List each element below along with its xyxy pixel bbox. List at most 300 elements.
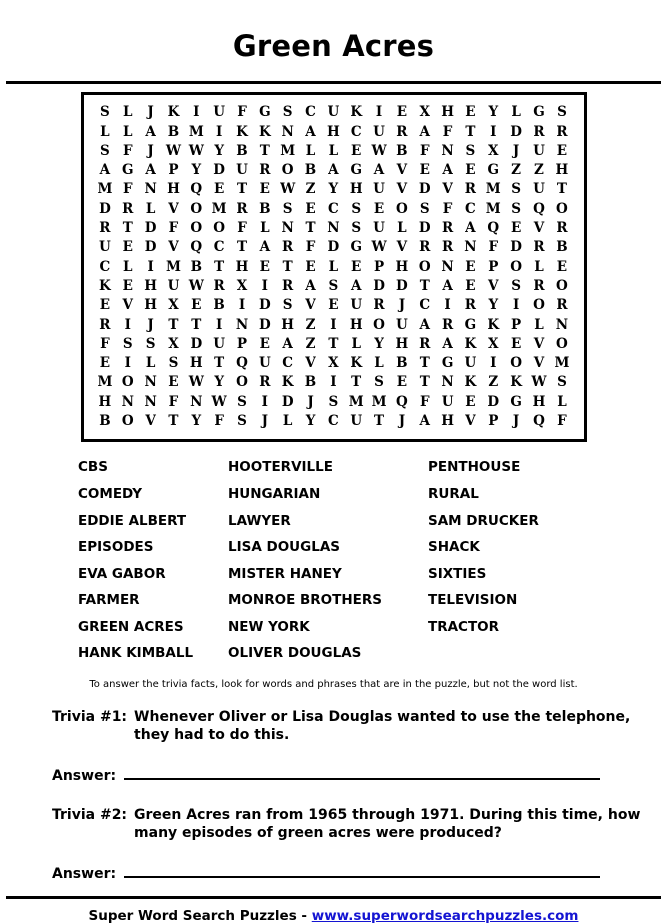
grid-cell[interactable]: F [488,239,499,256]
grid-cell[interactable]: A [305,123,316,140]
grid-cell[interactable]: E [122,239,133,256]
grid-cell[interactable]: L [305,142,316,159]
grid-cell[interactable]: M [348,393,364,410]
grid-cell[interactable]: W [211,393,227,410]
grid-cell[interactable]: H [395,258,409,275]
grid-cell[interactable]: V [122,297,133,314]
grid-cell[interactable]: J [261,413,269,430]
grid-cell[interactable]: T [236,181,247,198]
grid-cell[interactable]: O [510,258,522,275]
grid-cell[interactable]: E [328,297,339,314]
grid-cell[interactable]: F [237,104,247,121]
grid-cell[interactable]: S [328,277,339,294]
grid-cell[interactable]: N [121,393,134,410]
grid-cell[interactable]: R [533,239,545,256]
grid-cell[interactable]: S [282,297,293,314]
grid-cell[interactable]: B [167,123,180,140]
word-list-item[interactable]: OLIVER DOUGLAS [228,645,362,662]
grid-cell[interactable]: I [124,316,131,333]
grid-cell[interactable]: E [99,297,111,314]
grid-cell[interactable]: C [213,239,225,256]
grid-cell[interactable]: O [121,374,134,391]
grid-cell[interactable]: S [511,277,521,294]
grid-cell[interactable]: L [260,220,270,237]
grid-cell[interactable]: E [510,335,522,352]
grid-cell[interactable]: L [534,316,544,333]
grid-cell[interactable]: D [327,239,340,256]
grid-cell[interactable]: R [99,316,111,333]
grid-cell[interactable]: K [350,104,363,121]
grid-cell[interactable]: X [236,277,248,294]
grid-cell[interactable]: D [144,220,157,237]
grid-cell[interactable]: I [215,123,223,140]
grid-cell[interactable]: H [441,413,454,430]
grid-cell[interactable]: K [487,316,500,333]
grid-cell[interactable]: A [442,277,453,294]
grid-cell[interactable]: V [305,355,316,372]
grid-cell[interactable]: M [165,258,181,275]
grid-cell[interactable]: E [99,355,111,372]
grid-cell[interactable]: O [533,297,545,314]
grid-cell[interactable]: Y [305,413,316,430]
grid-cell[interactable]: J [147,142,154,159]
grid-cell[interactable]: C [465,200,476,217]
grid-cell[interactable]: R [396,123,408,140]
grid-cell[interactable]: I [490,355,497,372]
grid-cell[interactable]: O [556,277,568,294]
grid-cell[interactable]: U [464,355,477,372]
grid-cell[interactable]: N [441,142,454,159]
grid-cell[interactable]: H [281,316,295,333]
grid-cell[interactable]: J [147,104,154,121]
grid-cell[interactable]: L [123,104,133,121]
grid-cell[interactable]: V [533,335,545,352]
grid-cell[interactable]: E [465,162,476,179]
grid-cell[interactable]: L [397,220,407,237]
grid-cell[interactable]: D [510,123,522,140]
grid-cell[interactable]: J [398,413,406,430]
grid-cell[interactable]: B [304,374,317,391]
grid-cell[interactable]: N [327,220,340,237]
word-list-item[interactable]: LISA DOUGLAS [228,539,340,556]
grid-cell[interactable]: I [261,277,268,294]
grid-cell[interactable]: A [350,277,362,294]
grid-cell[interactable]: C [419,297,431,314]
grid-cell[interactable]: D [510,239,522,256]
grid-cell[interactable]: P [488,413,499,430]
word-list-item[interactable]: SIXTIES [428,565,487,582]
grid-cell[interactable]: A [305,277,316,294]
grid-cell[interactable]: O [373,316,385,333]
grid-cell[interactable]: E [213,181,225,198]
grid-cell[interactable]: E [122,277,133,294]
grid-cell[interactable]: R [236,200,248,217]
grid-cell[interactable]: A [419,316,430,333]
grid-cell[interactable]: G [350,239,362,256]
grid-cell[interactable]: S [237,393,247,410]
grid-cell[interactable]: C [327,200,339,217]
grid-cell[interactable]: H [532,393,546,410]
grid-cell[interactable]: G [259,104,271,121]
grid-cell[interactable]: H [441,104,454,121]
grid-cell[interactable]: T [374,413,385,430]
grid-cell[interactable]: G [350,162,362,179]
grid-cell[interactable]: F [168,220,179,237]
grid-cell[interactable]: U [533,181,545,198]
grid-cell[interactable]: Y [488,297,499,314]
grid-cell[interactable]: S [557,104,567,121]
grid-cell[interactable]: H [189,355,203,372]
grid-cell[interactable]: U [373,220,385,237]
grid-cell[interactable]: A [373,162,385,179]
grid-cell[interactable]: Y [488,104,499,121]
grid-cell[interactable]: F [100,335,110,352]
grid-cell[interactable]: T [419,355,430,372]
word-list-item[interactable]: HUNGARIAN [228,485,321,502]
grid-cell[interactable]: L [100,123,110,140]
grid-cell[interactable]: R [441,316,454,333]
grid-cell[interactable]: W [188,374,204,391]
grid-cell[interactable]: I [330,316,337,333]
grid-cell[interactable]: S [328,393,339,410]
grid-cell[interactable]: U [350,413,363,430]
grid-cell[interactable]: S [282,200,293,217]
grid-cell[interactable]: L [145,200,156,217]
word-list-item[interactable]: EDDIE ALBERT [78,512,187,529]
grid-cell[interactable]: E [373,200,385,217]
grid-cell[interactable]: U [213,104,226,121]
grid-cell[interactable]: M [485,181,501,198]
word-list-item[interactable]: EVA GABOR [78,565,166,582]
grid-cell[interactable]: D [258,316,271,333]
grid-cell[interactable]: D [99,200,111,217]
grid-cell[interactable]: Q [533,413,545,430]
grid-cell[interactable]: V [145,413,156,430]
grid-cell[interactable]: W [165,142,182,159]
grid-cell[interactable]: V [396,162,408,179]
word-list-item[interactable]: COMEDY [78,485,143,502]
grid-cell[interactable]: D [258,297,271,314]
grid-cell[interactable]: V [396,181,408,198]
grid-cell[interactable]: L [282,413,293,430]
grid-cell[interactable]: M [554,355,570,372]
word-list-item[interactable]: FARMER [78,592,140,609]
grid-cell[interactable]: Y [328,181,339,198]
grid-cell[interactable]: E [305,258,316,275]
grid-cell[interactable]: A [282,335,293,352]
grid-cell[interactable]: Z [305,181,316,198]
grid-cell[interactable]: E [465,258,476,275]
grid-cell[interactable]: I [375,104,383,121]
grid-cell[interactable]: V [168,200,179,217]
grid-cell[interactable]: D [190,335,203,352]
grid-cell[interactable]: D [418,220,431,237]
word-list-item[interactable]: MISTER HANEY [228,565,342,582]
grid-cell[interactable]: P [236,335,248,352]
grid-cell[interactable]: E [259,335,270,352]
grid-cell[interactable]: R [259,374,271,391]
grid-cell[interactable]: K [99,277,111,294]
grid-cell[interactable]: I [330,374,337,391]
grid-cell[interactable]: S [419,200,430,217]
grid-cell[interactable]: B [190,258,202,275]
grid-cell[interactable]: N [281,220,294,237]
grid-cell[interactable]: U [350,297,363,314]
grid-cell[interactable]: M [371,393,387,410]
grid-cell[interactable]: B [213,297,225,314]
grid-cell[interactable]: R [441,220,454,237]
grid-cell[interactable]: S [557,374,567,391]
grid-cell[interactable]: E [510,220,522,237]
grid-cell[interactable]: B [99,413,111,430]
grid-cell[interactable]: T [282,258,293,275]
grid-cell[interactable]: Z [488,374,499,391]
grid-cell[interactable]: W [280,181,296,198]
grid-cell[interactable]: G [510,393,522,410]
grid-cell[interactable]: E [168,374,179,391]
grid-cell[interactable]: I [444,297,451,314]
grid-cell[interactable]: R [533,277,545,294]
grid-cell[interactable]: U [213,335,226,352]
grid-cell[interactable]: N [464,239,477,256]
grid-cell[interactable]: A [145,162,156,179]
grid-cell[interactable]: D [144,239,157,256]
grid-cell[interactable]: V [488,277,499,294]
grid-cell[interactable]: M [97,181,113,198]
grid-cell[interactable]: A [99,162,111,179]
grid-cell[interactable]: O [556,200,568,217]
grid-cell[interactable]: R [99,220,111,237]
grid-cell[interactable]: T [328,335,339,352]
grid-cell[interactable]: Z [305,316,316,333]
grid-cell[interactable]: T [214,355,225,372]
grid-cell[interactable]: C [282,355,294,372]
grid-cell[interactable]: V [465,413,476,430]
grid-cell[interactable]: S [374,374,384,391]
grid-cell[interactable]: Q [236,355,248,372]
grid-cell[interactable]: X [488,335,499,352]
word-list-item[interactable]: TRACTOR [428,618,500,635]
grid-cell[interactable]: Q [487,220,500,237]
grid-cell[interactable]: A [442,335,453,352]
grid-cell[interactable]: F [442,200,453,217]
grid-cell[interactable]: T [236,239,247,256]
grid-cell[interactable]: S [100,142,110,159]
grid-cell[interactable]: U [533,142,545,159]
grid-cell[interactable]: F [122,181,133,198]
grid-cell[interactable]: R [282,239,294,256]
grid-cell[interactable]: O [510,355,522,372]
grid-cell[interactable]: E [351,142,362,159]
grid-cell[interactable]: D [281,393,294,410]
grid-cell[interactable]: B [259,200,271,217]
grid-cell[interactable]: B [396,355,408,372]
grid-cell[interactable]: R [464,297,477,314]
grid-cell[interactable]: U [236,162,248,179]
word-list-item[interactable]: CBS [78,459,108,476]
grid-cell[interactable]: G [533,104,545,121]
grid-cell[interactable]: H [349,181,363,198]
word-list-item[interactable]: HANK KIMBALL [78,645,194,662]
grid-cell[interactable]: H [235,258,249,275]
grid-cell[interactable]: W [531,374,547,391]
grid-cell[interactable]: V [396,239,408,256]
word-list-item[interactable]: SAM DRUCKER [428,512,539,529]
grid-cell[interactable]: Q [396,393,408,410]
word-list-item[interactable]: GREEN ACRES [78,618,184,635]
grid-cell[interactable]: O [281,162,294,179]
grid-cell[interactable]: S [282,104,293,121]
grid-cell[interactable]: E [351,258,362,275]
grid-cell[interactable]: C [327,413,339,430]
grid-cell[interactable]: E [465,277,476,294]
grid-cell[interactable]: G [122,162,134,179]
grid-cell[interactable]: N [144,374,157,391]
grid-cell[interactable]: X [168,335,179,352]
grid-cell[interactable]: N [190,393,203,410]
grid-cell[interactable]: Y [214,374,224,391]
grid-cell[interactable]: J [512,413,520,430]
grid-cell[interactable]: P [373,258,385,275]
grid-cell[interactable]: D [373,277,385,294]
grid-cell[interactable]: N [144,393,157,410]
grid-cell[interactable]: N [441,258,454,275]
grid-cell[interactable]: S [511,181,521,198]
grid-cell[interactable]: T [259,142,270,159]
grid-cell[interactable]: X [328,355,339,372]
grid-cell[interactable]: F [122,142,133,159]
grid-cell[interactable]: R [419,335,431,352]
grid-cell[interactable]: D [418,181,431,198]
grid-cell[interactable]: E [396,104,408,121]
word-list-item[interactable]: LAWYER [228,512,291,529]
grid-cell[interactable]: Y [191,413,202,430]
grid-cell[interactable]: E [305,200,316,217]
grid-cell[interactable]: A [465,220,476,237]
grid-cell[interactable]: R [556,297,568,314]
grid-cell[interactable]: A [259,239,271,256]
grid-cell[interactable]: V [533,355,545,372]
grid-cell[interactable]: Z [511,162,522,179]
grid-cell[interactable]: T [168,316,179,333]
grid-cell[interactable]: W [371,142,387,159]
grid-cell[interactable]: K [281,374,294,391]
answer-blank-2[interactable] [124,863,600,878]
grid-cell[interactable]: T [419,277,430,294]
grid-cell[interactable]: W [188,277,204,294]
grid-cell[interactable]: X [168,297,179,314]
grid-cell[interactable]: I [193,104,200,121]
grid-cell[interactable]: Y [191,162,202,179]
grid-cell[interactable]: T [214,258,225,275]
grid-cell[interactable]: E [556,142,568,159]
grid-cell[interactable]: R [122,200,134,217]
grid-cell[interactable]: T [122,220,133,237]
grid-cell[interactable]: S [351,220,362,237]
grid-cell[interactable]: C [99,258,111,275]
grid-cell[interactable]: V [533,220,545,237]
grid-cell[interactable]: N [281,123,294,140]
grid-cell[interactable]: K [350,355,363,372]
grid-cell[interactable]: R [556,220,568,237]
word-list-item[interactable]: HOOTERVILLE [228,459,333,476]
grid-cell[interactable]: O [396,200,408,217]
grid-cell[interactable]: S [168,355,179,372]
grid-cell[interactable]: M [211,200,227,217]
grid-cell[interactable]: M [97,374,113,391]
grid-cell[interactable]: R [441,239,454,256]
grid-cell[interactable]: S [100,104,110,121]
grid-cell[interactable]: K [258,123,271,140]
grid-cell[interactable]: S [465,142,476,159]
grid-cell[interactable]: L [374,355,384,372]
grid-cell[interactable]: L [351,335,361,352]
grid-cell[interactable]: H [167,181,180,198]
grid-cell[interactable]: L [557,393,567,410]
grid-cell[interactable]: J [512,142,520,159]
grid-cell[interactable]: E [396,374,408,391]
grid-cell[interactable]: A [145,123,156,140]
grid-cell[interactable]: D [213,162,225,179]
grid-cell[interactable]: T [351,374,362,391]
grid-cell[interactable]: M [485,200,501,217]
answer-blank-1[interactable] [124,765,600,780]
grid-cell[interactable]: H [98,393,112,410]
grid-cell[interactable]: I [147,258,154,275]
grid-cell[interactable]: X [488,142,499,159]
grid-cell[interactable]: R [282,277,294,294]
grid-cell[interactable]: L [123,123,133,140]
grid-cell[interactable]: E [191,297,202,314]
grid-cell[interactable]: B [556,239,568,256]
grid-cell[interactable]: S [511,200,521,217]
grid-cell[interactable]: U [441,393,454,410]
grid-cell[interactable]: I [512,297,520,314]
grid-cell[interactable]: G [464,316,477,333]
grid-cell[interactable]: J [398,297,406,314]
grid-cell[interactable]: B [236,142,248,159]
grid-cell[interactable]: W [188,142,204,159]
grid-cell[interactable]: F [168,393,179,410]
grid-cell[interactable]: L [328,258,339,275]
grid-cell[interactable]: O [121,413,134,430]
grid-cell[interactable]: F [214,413,224,430]
grid-cell[interactable]: O [190,200,203,217]
grid-cell[interactable]: O [556,335,568,352]
grid-cell[interactable]: I [490,123,497,140]
grid-cell[interactable]: V [168,239,179,256]
grid-cell[interactable]: H [349,316,363,333]
grid-cell[interactable]: P [168,162,179,179]
grid-cell[interactable]: D [396,277,408,294]
grid-cell[interactable]: Y [214,142,224,159]
grid-cell[interactable]: M [280,142,296,159]
grid-cell[interactable]: O [418,258,431,275]
grid-cell[interactable]: N [144,181,157,198]
grid-cell[interactable]: H [326,123,340,140]
grid-cell[interactable]: I [238,297,246,314]
grid-cell[interactable]: A [442,162,453,179]
grid-cell[interactable]: C [350,123,362,140]
grid-cell[interactable]: K [167,104,180,121]
grid-cell[interactable]: Y [374,335,384,352]
grid-cell[interactable]: E [465,393,476,410]
grid-cell[interactable]: F [419,142,430,159]
grid-cell[interactable]: U [99,239,111,256]
grid-cell[interactable]: N [555,316,569,333]
word-list-item[interactable]: EPISODES [78,539,154,556]
grid-cell[interactable]: V [442,181,453,198]
